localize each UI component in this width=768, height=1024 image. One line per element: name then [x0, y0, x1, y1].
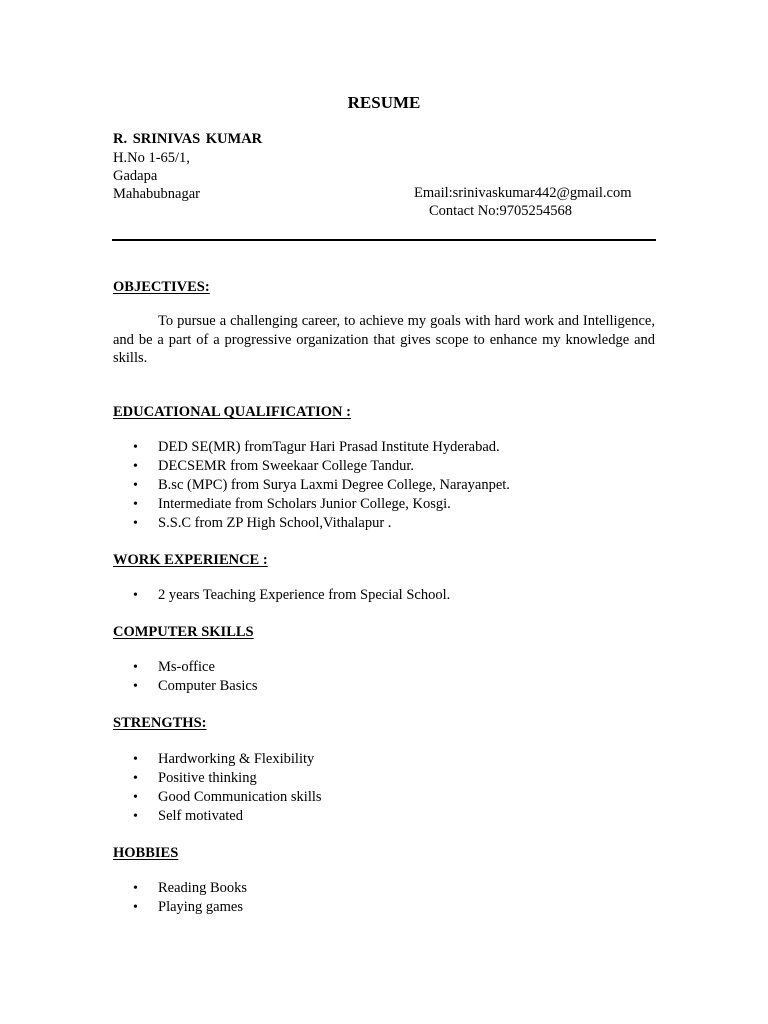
bullet-icon: •	[133, 771, 138, 786]
candidate-name: R. SRINIVAS KUMAR	[113, 131, 263, 147]
bullet-icon: •	[133, 478, 138, 493]
list-item	[113, 586, 653, 605]
work-item: 2 years Teaching Experience from Special School.	[158, 587, 451, 603]
bullet-icon: •	[133, 881, 138, 896]
bullet-icon: •	[133, 752, 138, 767]
address-line-2: Gadapa	[113, 168, 158, 184]
bullet-icon: •	[133, 900, 138, 915]
strengths-list	[113, 750, 653, 826]
strengths-heading: STRENGTHS:	[113, 715, 207, 731]
objectives-paragraph: To pursue a challenging career, to achieve my goals with hard work and Intelligence, and be a part of a progressive organization that gives scope to enhance my knowledge and skills.	[113, 313, 655, 366]
education-item: S.S.C from ZP High School,Vithalapur .	[158, 515, 392, 531]
hobby-item: Reading Books	[158, 880, 248, 896]
list-item	[113, 658, 653, 677]
bullet-icon: •	[133, 516, 138, 531]
list-item	[113, 807, 653, 826]
strength-item: Positive thinking	[158, 770, 257, 786]
contact-number: Contact No:9705254568	[429, 203, 572, 219]
bullet-icon: •	[133, 588, 138, 603]
work-list	[113, 586, 653, 605]
list-item	[113, 750, 653, 769]
list-item	[113, 495, 653, 514]
education-heading: EDUCATIONAL QUALIFICATION :	[113, 404, 351, 420]
work-heading: WORK EXPERIENCE :	[113, 552, 268, 568]
list-item	[113, 457, 653, 476]
education-item: DED SE(MR) fromTagur Hari Prasad Institute Hyderabad.	[158, 439, 500, 455]
list-item	[113, 514, 653, 533]
bullet-icon: •	[133, 440, 138, 455]
education-item: DECSEMR from Sweekaar College Tandur.	[158, 458, 415, 474]
list-item	[113, 677, 653, 696]
list-item	[113, 879, 653, 898]
header-divider	[112, 239, 656, 241]
strength-item: Good Communication skills	[158, 789, 322, 805]
list-item	[113, 438, 653, 457]
bullet-icon: •	[133, 790, 138, 805]
objectives-text	[113, 312, 655, 368]
education-item: Intermediate from Scholars Junior College, Kosgi.	[158, 496, 451, 512]
hobbies-list	[113, 879, 653, 917]
list-item	[113, 476, 653, 495]
hobby-item: Playing games	[158, 899, 243, 915]
list-item	[113, 788, 653, 807]
bullet-icon: •	[133, 497, 138, 512]
skill-item: Computer Basics	[158, 678, 258, 694]
bullet-icon: •	[133, 660, 138, 675]
strength-item: Hardworking & Flexibility	[158, 751, 315, 767]
page-title: RESUME	[347, 93, 421, 112]
bullet-icon: •	[133, 679, 138, 694]
bullet-icon: •	[133, 809, 138, 824]
education-list	[113, 438, 653, 533]
hobbies-heading: HOBBIES	[113, 845, 179, 861]
list-item	[113, 898, 653, 917]
skill-item: Ms-office	[158, 659, 215, 675]
objectives-heading: OBJECTIVES:	[113, 279, 210, 295]
address-line-3: Mahabubnagar	[113, 186, 200, 202]
address-line-1: H.No 1-65/1,	[113, 150, 190, 166]
email-address: Email:srinivaskumar442@gmail.com	[414, 185, 632, 201]
list-item	[113, 769, 653, 788]
computer-skills-list	[113, 658, 653, 696]
strength-item: Self motivated	[158, 808, 243, 824]
education-item: B.sc (MPC) from Surya Laxmi Degree College, Narayanpet.	[158, 477, 510, 493]
bullet-icon: •	[133, 459, 138, 474]
computer-skills-heading: COMPUTER SKILLS	[113, 624, 254, 640]
